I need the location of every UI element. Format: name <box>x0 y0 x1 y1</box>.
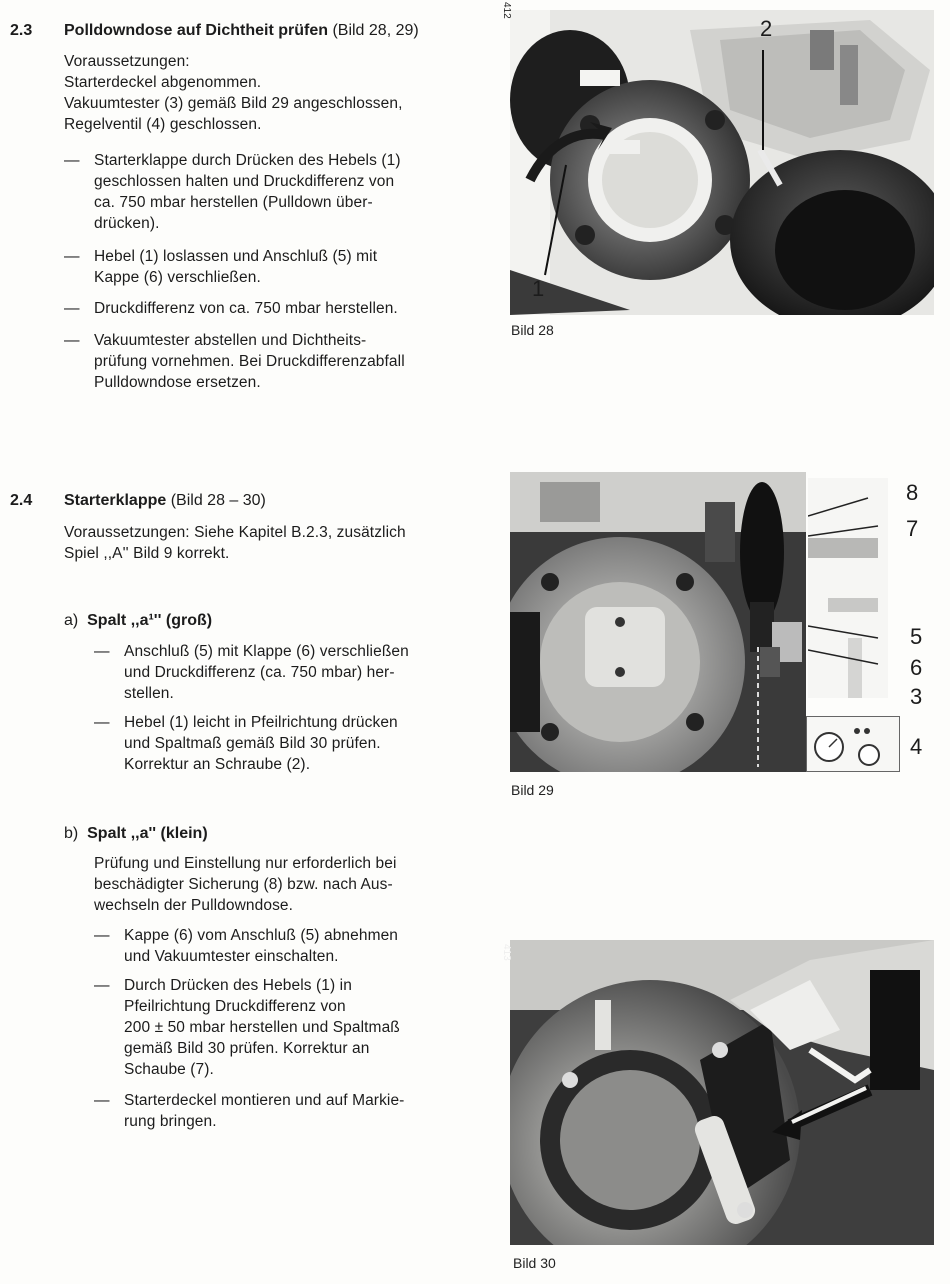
section-title-ref: (Bild 28 – 30) <box>166 492 266 509</box>
bullet-line: geschlossen halten und Druckdifferenz von <box>94 173 395 190</box>
intro-line: Starterdeckel abgenommen. <box>64 74 262 91</box>
bullet-dash: — <box>94 643 110 660</box>
intro-line: beschädigter Sicherung (8) bzw. nach Aus- <box>94 876 393 893</box>
bullet-line: Hebel (1) leicht in Pfeilrichtung drücken <box>124 714 398 731</box>
intro-line: wechseln der Pulldowndose. <box>94 897 294 914</box>
subsection-heading <box>64 612 212 630</box>
bullet-dash: — <box>64 152 80 169</box>
bullet-line: Schaube (7). <box>124 1061 214 1078</box>
subsection-label: b) <box>64 825 79 842</box>
bullet-line: Vakuumtester abstellen und Dichtheits- <box>94 332 367 349</box>
subsection-label: a) <box>64 612 79 629</box>
carburetor-photo-illustration <box>510 472 806 772</box>
carburetor-photo-illustration <box>510 940 934 1245</box>
figure-callout: 4 <box>910 734 923 759</box>
bullet-line: Starterdeckel montieren und auf Markie- <box>124 1092 405 1109</box>
figure-callout: 6 <box>910 655 923 680</box>
section-title <box>64 22 419 40</box>
bullet-dash: — <box>94 1092 110 1109</box>
figure-code: 413 <box>501 944 512 961</box>
section-intro <box>64 51 403 135</box>
bullet-line: gemäß Bild 30 prüfen. Korrektur an <box>124 1040 370 1057</box>
list-item <box>94 925 494 969</box>
bullet-line: Anschluß (5) mit Klappe (6) verschließen <box>124 643 409 660</box>
vacuum-tester-gauge <box>807 717 899 771</box>
figure-code: 412 <box>501 2 512 19</box>
bullet-dash: — <box>94 977 110 994</box>
bullet-line: und Vakuumtester einschalten. <box>124 948 339 965</box>
subsection-intro <box>94 853 397 916</box>
bullet-dash: — <box>94 927 110 944</box>
subsection-title: Spalt ,,a'' (klein) <box>87 825 208 842</box>
intro-line: Voraussetzungen: <box>64 53 190 70</box>
bullet-line: 200 ± 50 mbar herstellen und Spaltmaß <box>124 1019 400 1036</box>
figure-caption: Bild 30 <box>513 1255 556 1271</box>
bullet-line: ca. 750 mbar herstellen (Pulldown über- <box>94 194 373 211</box>
list-item <box>94 975 494 1085</box>
section-intro <box>64 522 406 564</box>
subsection-heading <box>64 825 208 843</box>
intro-line: Vakuumtester (3) gemäß Bild 29 angeschlossen, <box>64 95 403 112</box>
list-item <box>94 1090 494 1134</box>
intro-line: Prüfung und Einstellung nur erforderlich bei <box>94 855 397 872</box>
bullet-line: Kappe (6) verschließen. <box>94 269 261 286</box>
bullet-line: Druckdifferenz von ca. 750 mbar herstellen. <box>94 300 398 317</box>
figure-bild-28-photo <box>510 10 934 315</box>
section-title-bold: Polldowndose auf Dichtheit prüfen <box>64 22 328 39</box>
bullet-line: Pulldowndose ersetzen. <box>94 374 261 391</box>
list-item <box>94 641 494 707</box>
intro-line: Regelventil (4) geschlossen. <box>64 116 262 133</box>
bullet-line: und Spaltmaß gemäß Bild 30 prüfen. <box>124 735 381 752</box>
figure-callout: 7 <box>906 516 919 541</box>
bullet-dash: — <box>64 300 80 317</box>
bullet-line: Hebel (1) loslassen und Anschluß (5) mit <box>94 248 378 265</box>
section-title <box>64 492 266 510</box>
list-item <box>94 712 494 778</box>
figure-callout: 3 <box>910 684 923 709</box>
list-item <box>64 330 494 396</box>
figure-caption: Bild 29 <box>511 782 554 798</box>
bullet-dash: — <box>64 248 80 265</box>
section-title-ref: (Bild 28, 29) <box>328 22 419 39</box>
bullet-dash: — <box>94 714 110 731</box>
bullet-line: prüfung vornehmen. Bei Druckdifferenzabfall <box>94 353 405 370</box>
list-item <box>64 150 494 240</box>
bullet-line: Durch Drücken des Hebels (1) in <box>124 977 352 994</box>
figure-callout: 8 <box>906 480 919 505</box>
bullet-line: Kappe (6) vom Anschluß (5) abnehmen <box>124 927 399 944</box>
subsection-title: Spalt ,,a¹'' (groß) <box>87 612 213 629</box>
figure-caption: Bild 28 <box>511 322 554 338</box>
intro-line: Spiel ,,A'' Bild 9 korrekt. <box>64 545 230 562</box>
bullet-line: Korrektur an Schraube (2). <box>124 756 311 773</box>
bullet-line: rung bringen. <box>124 1113 217 1130</box>
carburetor-photo-illustration <box>510 10 934 315</box>
bullet-line: Pfeilrichtung Druckdifferenz von <box>124 998 346 1015</box>
section-number: 2.4 <box>10 492 33 509</box>
bullet-line: und Druckdifferenz (ca. 750 mbar) her- <box>124 664 395 681</box>
bullet-line: stellen. <box>124 685 174 702</box>
bullet-line: Starterklappe durch Drücken des Hebels (1) <box>94 152 401 169</box>
list-item <box>64 246 494 290</box>
figure-bild-29-side-parts <box>808 478 888 698</box>
figure-callout: 5 <box>910 624 923 649</box>
figure-callout: 2 <box>760 16 773 41</box>
list-item <box>64 298 494 320</box>
intro-line: Voraussetzungen: Siehe Kapitel B.2.3, zusätzlich <box>64 524 406 541</box>
vacuum-tester-illustration <box>806 716 900 772</box>
section-number: 2.3 <box>10 22 33 39</box>
bullet-line: drücken). <box>94 215 160 232</box>
bullet-dash: — <box>64 332 80 349</box>
figure-bild-30-photo <box>510 940 934 1245</box>
figure-bild-29-photo <box>510 472 806 772</box>
section-title-bold: Starterklappe <box>64 492 167 509</box>
figure-callout: 1 <box>532 276 545 301</box>
fittings-illustration <box>808 478 888 698</box>
